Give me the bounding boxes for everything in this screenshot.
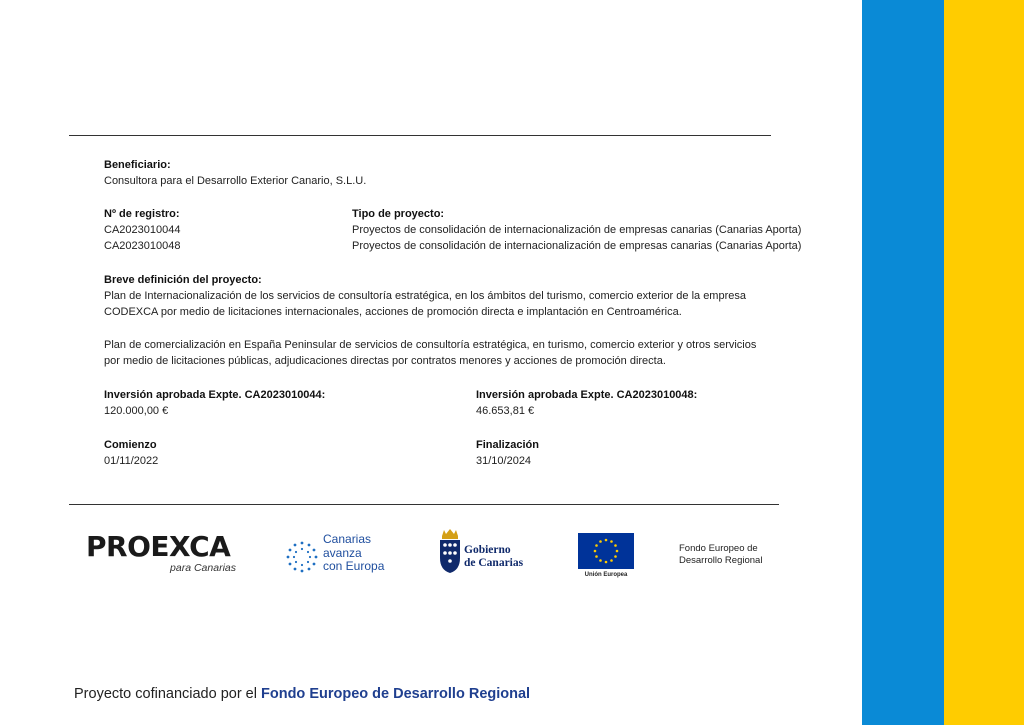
- definicion-text: CODEXCA por medio de licitaciones internacionales, acciones de promoción directa e implantación en Centroamérica.: [104, 306, 682, 318]
- gobierno-canarias-logo: [437, 528, 537, 576]
- gobierno-line: Gobierno: [464, 544, 511, 556]
- eu-logo: [578, 533, 634, 583]
- tipo-item: Proyectos de consolidación de internacionalización de empresas canarias (Canarias Aporta): [352, 240, 802, 252]
- beneficiario-label: Beneficiario:: [104, 159, 171, 171]
- canarias-avanza-logo: [285, 532, 395, 580]
- top-divider: [69, 135, 771, 136]
- eu-caption: Unión Europea: [584, 572, 628, 578]
- gobierno-line: de Canarias: [464, 556, 524, 569]
- canarias-line: Canarias: [323, 532, 372, 546]
- yellow-side-band: [944, 0, 1024, 725]
- dotted-sun-icon: [285, 540, 319, 574]
- comienzo-label: Comienzo: [104, 439, 157, 451]
- inversion-label: Inversión aprobada Expte. CA2023010048:: [476, 389, 698, 401]
- proexca-logo: [86, 532, 242, 576]
- feder-logo-text: [679, 543, 762, 567]
- definicion-text: Plan de Internacionalización de los servicios de consultoría estratégica, en los ámbitos del turismo, comercio exterior de la empresa: [104, 290, 746, 302]
- finalizacion-label: Finalización: [476, 439, 539, 451]
- definicion-text: Plan de comercialización en España Peninsular de servicios de consultoría estratégica, en turismo, comercio exterior y otros servicios: [104, 339, 757, 351]
- bottom-divider: [69, 504, 779, 505]
- tipo-label: Tipo de proyecto:: [352, 208, 445, 220]
- beneficiario-value: Consultora para el Desarrollo Exterior Canario, S.L.U.: [104, 175, 367, 187]
- definicion-label: Breve definición del proyecto:: [104, 274, 262, 286]
- tipo-item: Proyectos de consolidación de internacionalización de empresas canarias (Canarias Aporta): [352, 224, 802, 236]
- blue-side-band: [862, 0, 944, 725]
- registro-label: Nº de registro:: [104, 208, 180, 220]
- definicion-text: por medio de licitaciones públicas, adjudicaciones directas por contratos menores y acciones de promoción directa.: [104, 355, 666, 367]
- proexca-wordmark: PROEXCA: [86, 530, 231, 563]
- feder-line: Fondo Europeo de: [679, 543, 758, 554]
- coat-of-arms-icon: [437, 528, 463, 574]
- inversion-value: 120.000,00 €: [104, 405, 169, 417]
- footer-prefix: Proyecto cofinanciado por el: [74, 686, 261, 702]
- registro-item: CA2023010044: [104, 224, 181, 236]
- inversion-label: Inversión aprobada Expte. CA2023010044:: [104, 389, 326, 401]
- canarias-line: con Europa: [323, 559, 385, 573]
- eu-flag-icon: [578, 533, 634, 569]
- proexca-tagline: para Canarias: [170, 562, 236, 574]
- footer-fund-name: Fondo Europeo de Desarrollo Regional: [261, 686, 531, 702]
- inversion-value: 46.653,81 €: [476, 405, 535, 417]
- feder-line: Desarrollo Regional: [679, 555, 763, 566]
- registro-item: CA2023010048: [104, 240, 181, 252]
- finalizacion-value: 31/10/2024: [476, 455, 532, 467]
- cofinancing-footer: [74, 686, 530, 702]
- canarias-line: avanza: [323, 545, 362, 560]
- comienzo-value: 01/11/2022: [104, 455, 159, 467]
